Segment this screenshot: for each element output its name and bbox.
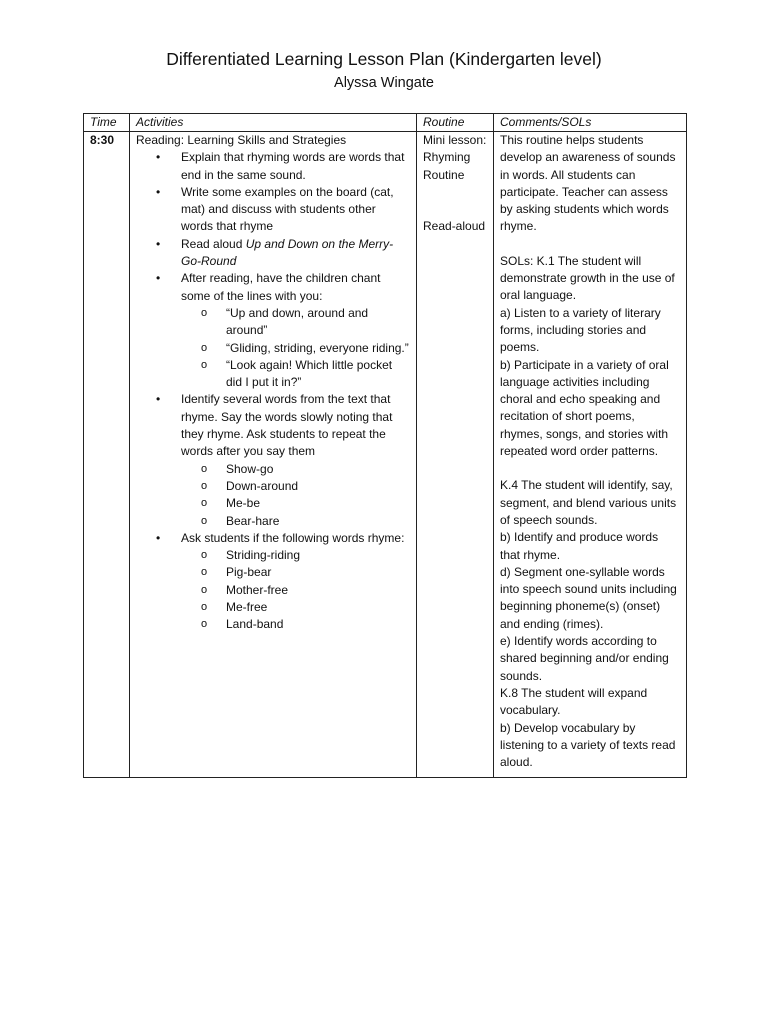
list-item [136, 184, 410, 236]
activity-text: Write some examples on the board (cat, mat) and discuss with students other words that rhyme [181, 184, 394, 234]
circle-bullet-icon: o [201, 566, 208, 579]
activity-list [136, 149, 410, 633]
rhyme-pair-list [181, 461, 410, 530]
circle-bullet-icon: o [201, 479, 208, 492]
bullet-icon: • [156, 236, 161, 251]
question-pair: Me-free [226, 600, 268, 615]
bullet-icon: • [156, 184, 161, 199]
list-item [181, 495, 410, 512]
routine-mini-lesson: Mini lesson: Rhyming Routine [423, 133, 487, 182]
list-item [136, 391, 410, 529]
comments-cell [494, 132, 687, 778]
bullet-icon: • [156, 150, 161, 165]
list-item [181, 461, 410, 478]
sol-k1-b: b) Participate in a variety of oral language activities including choral and echo speaking and recitation of short poems, rhymes, songs, and stories with repeated word order patterns. [500, 357, 669, 459]
question-pair: Mother-free [226, 582, 289, 597]
question-pair: Striding-riding [226, 548, 301, 563]
page-author: Alyssa Wingate [334, 75, 434, 91]
comment-spacer [500, 236, 680, 253]
list-item [181, 564, 410, 581]
header-comments: Comments/SOLs [494, 114, 687, 132]
circle-bullet-icon: o [201, 514, 208, 527]
chant-line: “Look again! Which little pocket did I put it in?” [226, 357, 393, 390]
question-pair: Pig-bear [226, 565, 272, 580]
list-item [181, 340, 410, 357]
sol-k8-b: b) Develop vocabulary by listening to a variety of texts read aloud. [500, 720, 676, 770]
bullet-icon: • [156, 271, 161, 286]
time-cell: 8:30 [84, 132, 130, 778]
circle-bullet-icon: o [201, 306, 208, 319]
lesson-plan-table [83, 113, 687, 778]
circle-bullet-icon: o [201, 601, 208, 614]
sol-k8-heading: K.8 The student will expand vocabulary. [500, 685, 648, 718]
circle-bullet-icon: o [201, 583, 208, 596]
sol-k1-a: a) Listen to a variety of literary forms, including stories and poems. [500, 305, 661, 355]
routine-read-aloud: Read-aloud [423, 218, 486, 233]
sol-k4-d: d) Segment one-syllable words into speech sound units including beginning phoneme(s) (onset) and ending (rimes). [500, 564, 677, 631]
circle-bullet-icon: o [201, 497, 208, 510]
rhyme-pair: Bear-hare [226, 513, 280, 528]
activities-cell [130, 132, 417, 778]
circle-bullet-icon: o [201, 618, 208, 631]
list-item [136, 236, 410, 271]
rhyme-pair: Show-go [226, 461, 274, 476]
book-title: Up and Down on the Merry-Go-Round [181, 236, 394, 269]
chant-line: “Gliding, striding, everyone riding.” [226, 340, 409, 355]
activity-text: After reading, have the children chant some of the lines with you: [181, 271, 381, 303]
activity-text: Identify several words from the text that rhyme. Say the words slowly noting that they rhyme. Ask students to repeat the words after you say them [181, 392, 393, 459]
comment-spacer [500, 460, 680, 477]
list-item [181, 547, 410, 564]
rhyme-pair: Down-around [226, 478, 299, 493]
list-item [136, 270, 410, 391]
activity-text: Explain that rhyming words are words that end in the same sound. [181, 150, 405, 182]
sol-k4-heading: K.4 The student will identify, say, segment, and blend various units of speech sounds. [500, 478, 677, 527]
chant-list [181, 305, 410, 391]
question-pair-list [181, 547, 410, 633]
bullet-icon: • [156, 530, 161, 545]
chant-line: “Up and down, around and around” [226, 305, 369, 338]
routine-spacer [423, 184, 487, 218]
circle-bullet-icon: o [201, 462, 208, 475]
list-item [181, 305, 410, 340]
table-row [84, 132, 687, 778]
list-item [181, 357, 410, 392]
list-item [181, 599, 410, 616]
section-heading: Reading: Learning Skills and Strategies [136, 133, 347, 147]
circle-bullet-icon: o [201, 341, 208, 354]
routine-cell [417, 132, 494, 778]
circle-bullet-icon: o [201, 358, 208, 371]
rhyme-pair: Me-be [226, 496, 261, 511]
list-item [181, 582, 410, 599]
bullet-icon: • [156, 392, 161, 407]
list-item [136, 149, 410, 184]
list-item [181, 513, 410, 530]
question-pair: Land-band [226, 617, 284, 632]
activity-text: Read aloud [181, 236, 246, 251]
sol-k1-heading: SOLs: K.1 The student will demonstrate growth in the use of oral language. [500, 253, 675, 303]
circle-bullet-icon: o [201, 549, 208, 562]
table-header-row [84, 114, 687, 132]
sol-k4-e: e) Identify words according to shared beginning and/or ending sounds. [500, 634, 669, 683]
sol-k4-b: b) Identify and produce words that rhyme. [500, 530, 659, 562]
comment-paragraph: This routine helps students develop an awareness of sounds in words. All students can participate. Teacher can assess by asking students which words rhyme. [500, 133, 676, 234]
header-time: Time [84, 114, 130, 132]
header-activities: Activities [130, 114, 417, 132]
list-item [181, 478, 410, 495]
page-title: Differentiated Learning Lesson Plan (Kindergarten level) [166, 49, 602, 69]
list-item [181, 616, 410, 633]
list-item [136, 530, 410, 634]
activity-text: Ask students if the following words rhyme: [181, 530, 405, 545]
header-routine: Routine [417, 114, 494, 132]
